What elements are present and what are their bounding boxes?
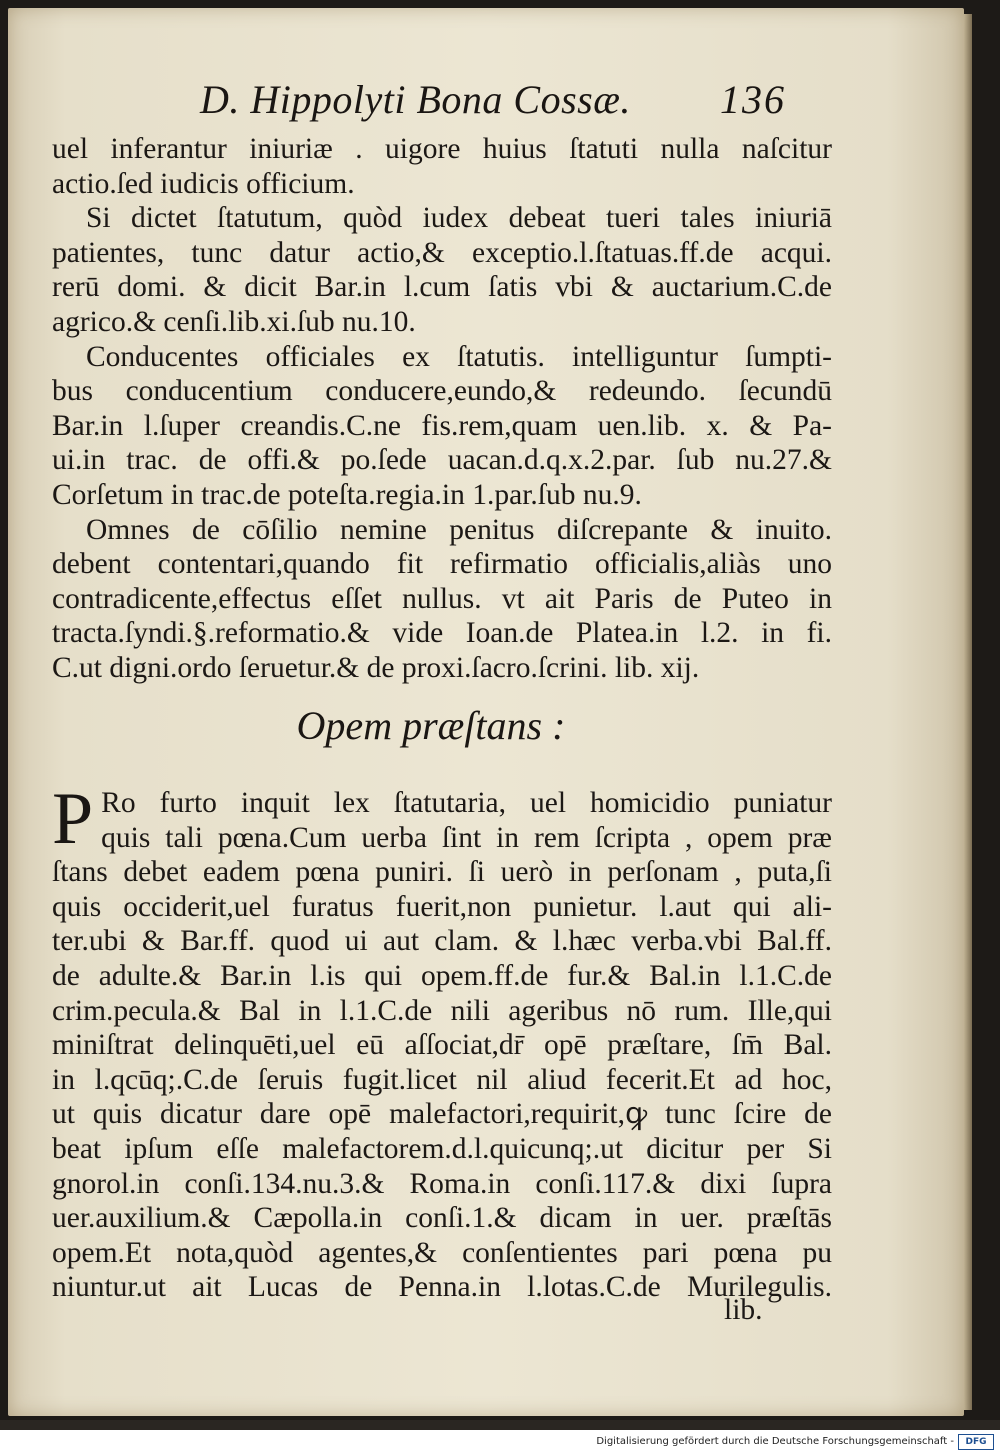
text-line: Omnes de cōſilio nemine penitus diſcrepante & inuito. (86, 513, 832, 546)
drop-cap: P (52, 778, 94, 860)
footer-credit: Digitalisierung gefördert durch die Deutsche Forschungsgemeinschaft - (596, 1436, 954, 1447)
text-line: gnorol.in conſi.134.nu.3.& Roma.in conſi.117.& dixi ſupra (52, 1167, 832, 1200)
text-line: Bar.in l.ſuper creandis.C.ne fis.rem,quam uen.lib. x. & Pa- (52, 409, 832, 442)
digitization-footer (0, 1430, 1000, 1455)
text-line: actio.ſed iudicis officium. (52, 167, 355, 200)
text-line: opem.Et nota,quòd agentes,& conſentientes pari pœna pu (52, 1236, 832, 1269)
text-line: ter.ubi & Bar.ff. quod ui aut clam. & l.hæc verba.vbi Bal.ff. (52, 925, 832, 958)
text-line: debent contentari,quando fit refirmatio officialis,aliàs uno (52, 548, 832, 581)
running-head (8, 76, 964, 126)
section-1-text (52, 132, 832, 686)
text-line: tracta.ſyndi.§.reformatio.& vide Ioan.de Platea.in l.2. in fi. (52, 617, 832, 650)
text-line: crim.pecula.& Bal in l.1.C.de nili ageribus nō rum. Ille,qui (52, 994, 832, 1027)
running-head-title: D. Hippolyti Bona Cossæ. (200, 77, 631, 122)
text-line: Conducentes officiales ex ſtatutis. intelliguntur ſumpti- (86, 340, 832, 373)
section-2-text (52, 778, 832, 1305)
section-heading (8, 702, 964, 749)
text-line: uel inferantur iniuriæ . uigore huius ſtatuti nulla naſcitur (52, 133, 832, 165)
text-line: ui.in trac. de offi.& po.ſede uacan.d.q.x.2.par. ſub nu.27.& (52, 444, 832, 477)
page-number: 136 (720, 77, 786, 122)
text-line: quis tali pœna.Cum uerba ſint in rem ſcripta , opem præ (101, 821, 832, 854)
text-line: quis occiderit,uel furatus fuerit,non punietur. l.aut qui ali- (52, 890, 832, 923)
catchword: lib. (724, 1294, 763, 1326)
text-line: patientes, tunc datur actio,& exceptio.l.ſtatuas.ff.de acqui. (52, 236, 832, 269)
text-line: C.ut digni.ordo ſeruetur.& de proxi.ſacro.ſcrini. lib. xij. (52, 651, 700, 684)
text-line: Ro furto inquit lex ſtatutaria, uel homicidio puniatur (101, 787, 832, 819)
dfg-logo: DFG (958, 1434, 994, 1450)
text-line: de adulte.& Bar.in l.is qui opem.ff.de fur.& Bal.in l.1.C.de (52, 959, 832, 992)
text-line: agrico.& cenſi.lib.xi.ſub nu.10. (52, 305, 416, 338)
book-page (8, 8, 964, 1416)
text-line: rerū domi. & dicit Bar.in l.cum ſatis vbi & auctarium.C.de (52, 271, 832, 304)
text-line: uer.auxilium.& Cæpolla.in conſi.1.& dicam in uer. præſtās (52, 1202, 832, 1235)
section-heading-text: Opem præſtans : (296, 703, 566, 748)
page-edge (964, 14, 972, 1410)
text-line: miniſtrat delinquēti,uel eū aſſociat,dr̄ opē præſtare, ſm̄ Bal. (52, 1029, 832, 1062)
text-line: ſtans debet eadem pœna puniri. ſi uerò in perſonam , puta,ſi (52, 856, 832, 889)
text-line: bus conducentium conducere,eundo,& redeundo. ſecundū (52, 375, 832, 408)
text-line: contradicente,effectus eſſet nullus. vt ait Paris de Puteo in (52, 582, 832, 615)
text-line: Corſetum in trac.de poteſta.regia.in 1.par.ſub nu.9. (52, 478, 642, 511)
text-line: niuntur.ut ait Lucas de Penna.in l.lotas.C.de Murilegulis. (52, 1271, 832, 1304)
text-line: Si dictet ſtatutum, quòd iudex debeat tueri tales iniuriā (86, 202, 832, 235)
text-line: beat ipſum eſſe malefactorem.d.l.quicunq;.ut dicitur per Si (52, 1132, 832, 1165)
text-line: in l.qcūq;.C.de ſeruis fugit.licet nil aliud fecerit.Et ad hoc, (52, 1063, 832, 1096)
text-line: ut quis dicatur dare opē malefactori,requirit,ꝙ tunc ſcire de (52, 1098, 832, 1131)
